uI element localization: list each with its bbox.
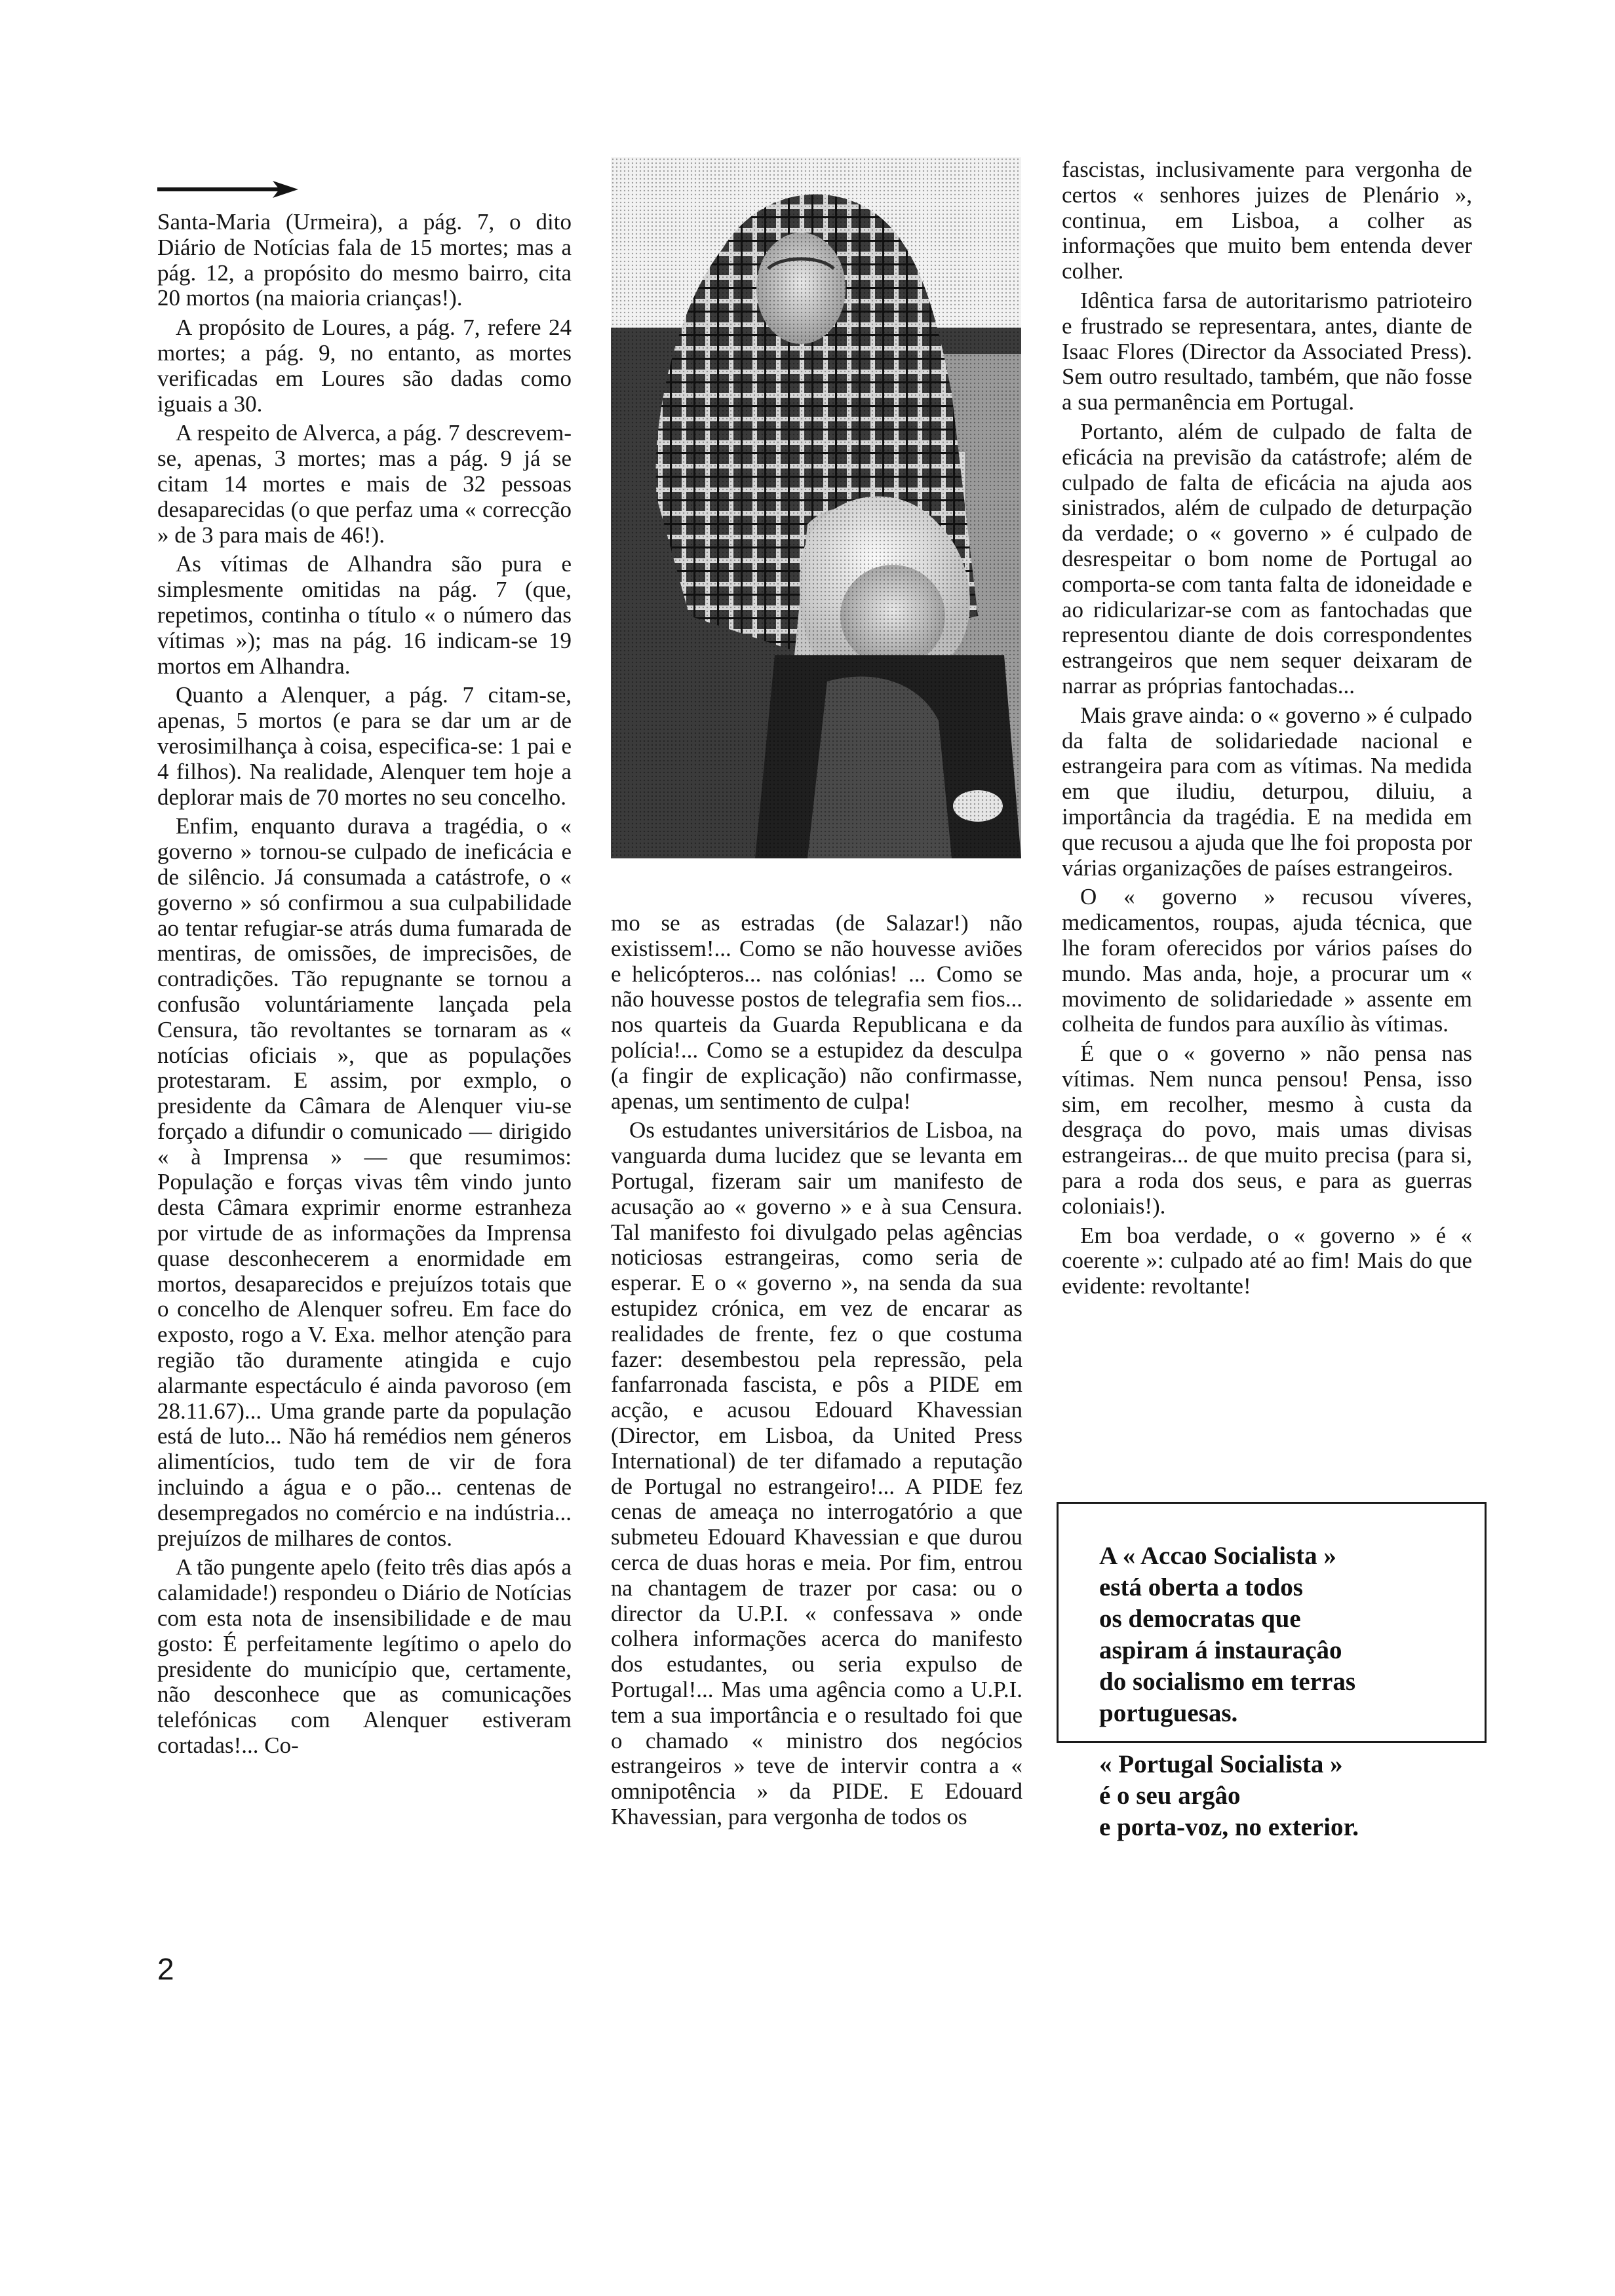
callout-line: « Portugal Socialista » bbox=[1099, 1750, 1343, 1778]
news-photo bbox=[611, 157, 1021, 858]
callout-line: está oberta a todos bbox=[1099, 1573, 1303, 1601]
callout-line: os democratas que bbox=[1099, 1605, 1301, 1633]
article-column-right bbox=[1062, 157, 1472, 1299]
paragraph: É que o « governo » não pensa nas vítimas. Nem nunca pensou! Pensa, isso sim, em recolher, mesmo à custa da desgraça do povo, mais umas divisas estrangeiras... de que muito precisa (para si, para a roda dos seus, e para as guerras coloniais!). bbox=[1062, 1041, 1472, 1219]
paragraph: As vítimas de Alhandra são pura e simplesmente omitidas na pág. 7 (que, repetimos, continha o título « o número das vítimas »); mas na pág. 16 indicam-se 19 mortos em Alhandra. bbox=[157, 551, 572, 679]
callout-line: é o seu argâo bbox=[1099, 1782, 1241, 1810]
paragraph: Portanto, além de culpado de falta de eficácia na previsão da catástrofe; além de culpado de falta de eficácia na ajuda aos sinistrados, além de culpado de deturpação da verdade; o « governo » é culpado de desrespeitar o bom nome de Portugal ao comporta-se com tanta falta de idoneidade e ao ridicularizar-se com as fantochadas que representou diante de dois correspondentes estrangeiros que nem sequer deixaram de narrar as próprias fantochadas... bbox=[1062, 418, 1472, 698]
paragraph: A tão pungente apelo (feito três dias após a calamidade!) respondeu o Diário de Notícias com esta nota de insensibilidade e de mau gosto: É perfeitamente legítimo o apelo do presidente do município que, certamente, não desconhece que as comunicações telefónicas com Alenquer estiveram cortadas!... Co- bbox=[157, 1554, 572, 1759]
paragraph: Os estudantes universitários de Lisboa, na vanguarda duma lucidez que se levanta em Portugal, fizeram sair um manifesto de acusação ao « governo » e à sua Censura. Tal manifesto foi divulgado pelas agências noticiosas estrangeiras, como seria de esperar. E o « governo », na senda da sua estupidez crónica, em vez de encarar as realidades de frente, fez o que costuma fazer: desembestou pela repressão, pela fanfarronada fascista, e pôs a PIDE em acção, e acusou Edouard Khavessian (Director, em Lisboa, da United Press International) de ter difamado a reputação de Portugal no estrangeiro!... A PIDE fez cenas de ameaça no interrogatório a que submeteu Edouard Khavessian e que durou cerca de duas horas e meia. Por fim, entrou na chantagem de trazer por casa: ou o director da U.P.I. « confessava » onde colhera informações acerca do manifesto dos estudantes, ou seria expulso de Portugal!... Mas uma agência como a U.P.I. tem a sua importância e o resultado foi que o chamado « ministro dos negócios estrangeiros » teve de intervir contra a « omnipotência » da PIDE. E Edouard Khavessian, para vergonha de todos os bbox=[611, 1117, 1022, 1829]
callout-line: A « Accao Socialista » bbox=[1099, 1542, 1336, 1570]
photo-illustration bbox=[611, 157, 1021, 858]
paragraph: Santa-Maria (Urmeira), a pág. 7, o dito Diário de Notícias fala de 15 mortes; mas a pág. 12, a propósito do mesmo bairro, cita 20 mortos (na maioria crianças!). bbox=[157, 209, 572, 311]
callout-box bbox=[1057, 1502, 1487, 1841]
paragraph: Idêntica farsa de autoritarismo patrioteiro e frustrado se representara, antes, diante de Isaac Flores (Director da Associated Press). Sem outro resultado, também, que não fosse a sua permanência em Portugal. bbox=[1062, 287, 1472, 415]
article-column-middle bbox=[611, 911, 1022, 1830]
callout-line: do socialismo em terras bbox=[1099, 1668, 1355, 1696]
callout-outro bbox=[1099, 1749, 1485, 1843]
paragraph: Enfim, enquanto durava a tragédia, o « governo » tornou-se culpado de ineficácia e de silêncio. Já consumada a catástrofe, o « governo » só confirmou a sua culpabilidade ao tentar refugiar-se atrás duma fumarada de mentiras, de omissões, de imprecisões, de contradições. Tão repugnante se tornou a confusão voluntáriamente lançada pela Censura, tão revoltantes se tornaram as « notícias oficiais », que as populações protestaram. E assim, por exmplo, o presidente da Câmara de Alenquer viu-se forçado a difundir o comunicado — dirigido « à Imprensa » — que resumimos: População e forças vivas têm vindo junto desta Câmara exprimir enorme estranheza por virtude de as informações da Imprensa quase desconhecerem a enormidade em mortos, desaparecidos e prejuízos totais que o concelho de Alenquer sofreu. Em face do exposto, rogo a V. Exa. melhor atenção para região tão duramente atingida e cujo alarmante espectáculo é ainda pavoroso (em 28.11.67)... Uma grande parte da população está de luto... Não há remédios nem géneros alimentícios, tudo tem de vir de fora incluindo a água e o pão... centenas de desempregados no comércio e na indústria... prejuízos de milhares de contos. bbox=[157, 813, 572, 1551]
article-column-left bbox=[157, 210, 572, 1759]
paragraph: Quanto a Alenquer, a pág. 7 citam-se, apenas, 5 mortos (e para se dar um ar de verosimilhança à coisa, especifica-se: 1 pai e 4 filhos). Na realidade, Alenquer tem hoje a deplorar mais de 70 mortes no seu concelho. bbox=[157, 682, 572, 810]
paragraph: Mais grave ainda: o « governo » é culpado da falta de solidariedade nacional e estrangeira para com as vítimas. Na medida em que iludiu, deturpou, diluiu, a importância da tragédia. E na medida em que recusou a ajuda que lhe foi proposta por várias organizações de países estrangeiros. bbox=[1062, 702, 1472, 881]
paragraph: fascistas, inclusivamente para vergonha de certos « senhores juizes de Plenário », continua, em Lisboa, a colher as informações que muito bem entenda dever colher. bbox=[1062, 157, 1472, 284]
callout-intro bbox=[1099, 1540, 1485, 1729]
paragraph: O « governo » recusou víveres, medicamentos, roupas, ajuda técnica, que lhe foram oferecidos por vários países do mundo. Mas anda, hoje, a procurar um « movimento de solidariedade » assente em colheita de fundos para auxílio às vítimas. bbox=[1062, 884, 1472, 1037]
paragraph: Em boa verdade, o « governo » é « coerente »: culpado até ao fim! Mais do que evidente: revoltante! bbox=[1062, 1222, 1472, 1299]
paragraph: A propósito de Loures, a pág. 7, refere 24 mortes; a pág. 9, no entanto, as mortes verificadas em Loures são dadas como iguais a 30. bbox=[157, 315, 572, 417]
callout-line: portuguesas. bbox=[1099, 1699, 1238, 1727]
paragraph: A respeito de Alverca, a pág. 7 descrevem-se, apenas, 3 mortes; mas a pág. 9 já se citam 14 mortes e mais de 32 pessoas desaparecidas (o que perfaz uma « correcção » de 3 para mais de 46!). bbox=[157, 420, 572, 548]
right-arrow-icon bbox=[157, 180, 298, 199]
page-number: 2 bbox=[157, 1952, 174, 1986]
print-specks bbox=[611, 149, 1021, 153]
paragraph: mo se as estradas (de Salazar!) não existissem!... Como se não houvesse aviões e helicópteros... nas colónias! ... Como se não houvesse postos de telegrafia sem fios... nos quarteis da Guarda Republicana e da polícia!... Como se a estupidez da desculpa (a fingir de explicação) não confirmasse, apenas, um sentimento de culpa! bbox=[611, 910, 1022, 1114]
callout-line: e porta-voz, no exterior. bbox=[1099, 1813, 1359, 1841]
callout-line: aspiram á instauraçâo bbox=[1099, 1636, 1342, 1664]
